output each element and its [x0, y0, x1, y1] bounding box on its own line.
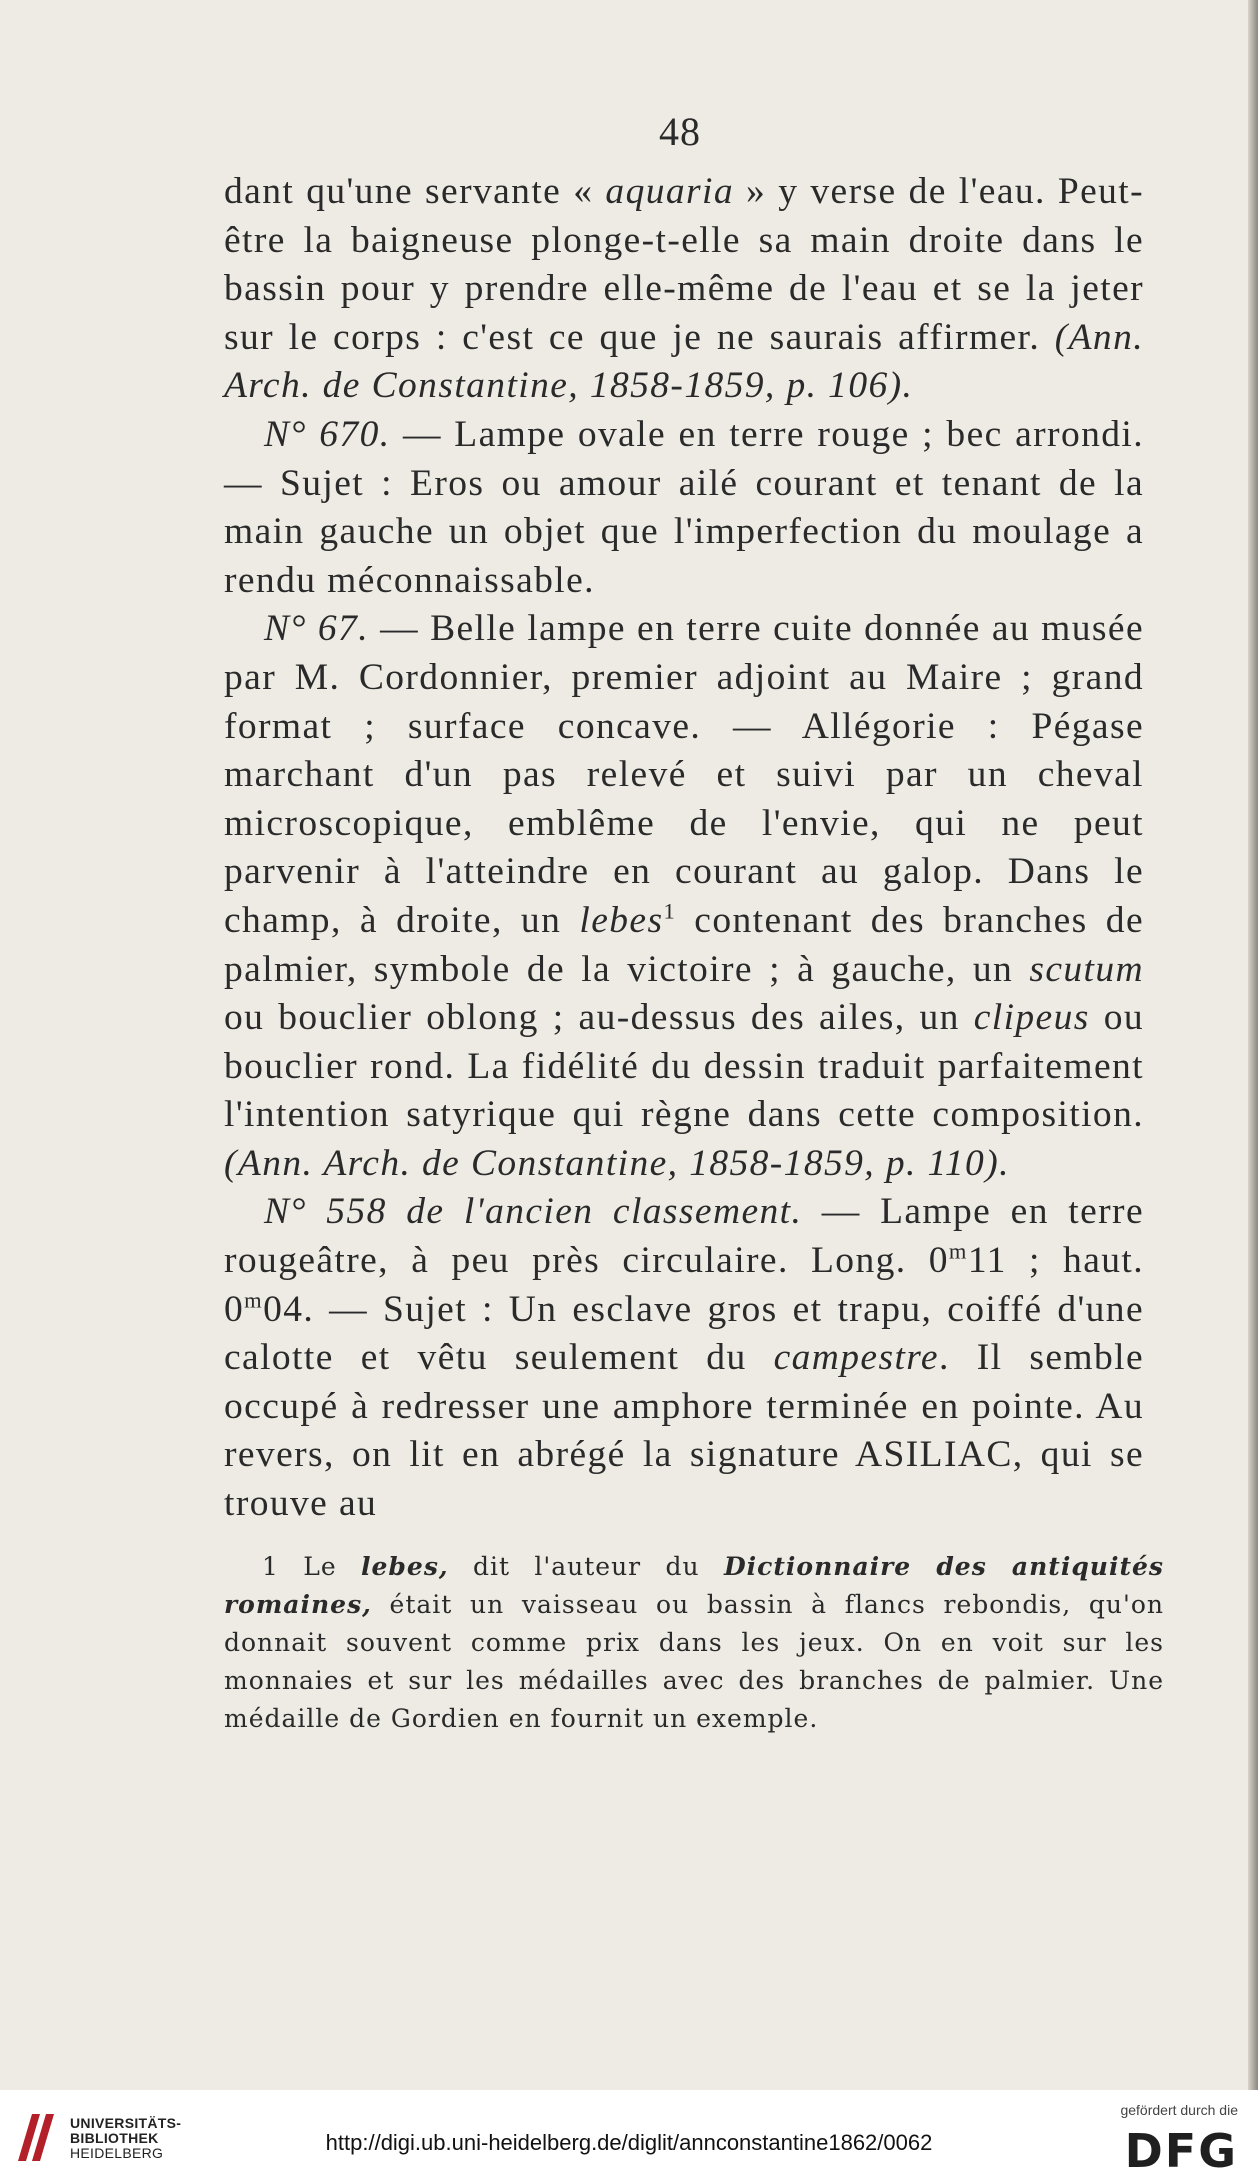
permalink-url[interactable]: http://digi.ub.uni-heidelberg.de/diglit/annconstantine1862/0062 [325, 2130, 933, 2155]
paragraph-3: N° 67. — Belle lampe en terre cuite donnée au musée par M. Cordonnier, premier adjoint au Maire ; grand format ; surface concave. — Allégorie : Pégase marchant d'un pas relevé et suivi par un cheval microscopique, emblême de l'envie, qui ne peut parvenir à l'atteindre en courant au galop. Dans le champ, à droite, un lebes$^1$ contenant des branches de palmier, symbole de la victoire ; à gauche, un scutum ou bouclier oblong ; au-dessus des ailes, un clipeus ou bouclier rond. La fidélité du dessin traduit parfaitement l'intention satyrique qui règne dans cette composition. (Ann. Arch. de Constantine, 1858-1859, p. 110). [224, 608, 1144, 1184]
page-edge-shadow [1248, 0, 1258, 2181]
paragraph-1: dant qu'une servante « aquaria » y verse de l'eau. Peut-être la baigneuse plonge-t-elle sa main droite dans le bassin pour y prendre elle-même de l'eau et se la jeter sur le corps : c'est ce que je ne saurais affirmer. (Ann. Arch. de Constantine, 1858-1859, p. 106). [224, 171, 1144, 407]
footnote-ref: 1 [663, 898, 677, 924]
dfg-logo: DFG [1124, 2124, 1238, 2178]
page-number: 48 [659, 109, 701, 154]
funding-note: gefördert durch die [1120, 2102, 1238, 2118]
library-name: UNIVERSITÄTS- BIBLIOTHEK HEIDELBERG [70, 2115, 182, 2161]
paragraph-2: N° 670. — Lampe ovale en terre rouge ; bec arrondi. — Sujet : Eros ou amour ailé courant et tenant de la main gauche un objet que l'imperfection du moulage a rendu méconnaissable. [224, 413, 1144, 601]
footnote: 1 Le lebes, dit l'auteur du Dictionnaire des antiquités romaines, était un vaisseau ou bassin à flancs rebondis, qu'on donnait souvent comme prix dans les jeux. On en voit sur les monnaies et sur les médailles avec des branches de palmier. Une médaille de Gordien en fournit un exemple. [224, 1552, 1165, 1733]
footer-bar [0, 2090, 1258, 2181]
main-text [224, 168, 1144, 1529]
paragraph-4: N° 558 de l'ancien classement. — Lampe en terre rougeâtre, à peu près circulaire. Long. 0$^m$11 ; haut. 0$^m$04. — Sujet : Un esclave gros et trapu, coiffé d'une calotte et vêtu seulement du campestre. Il semble occupé à redresser une amphore terminée en pointe. Au revers, on lit en abrégé la signature ASILIAC, qui se trouve au [224, 1191, 1144, 1525]
